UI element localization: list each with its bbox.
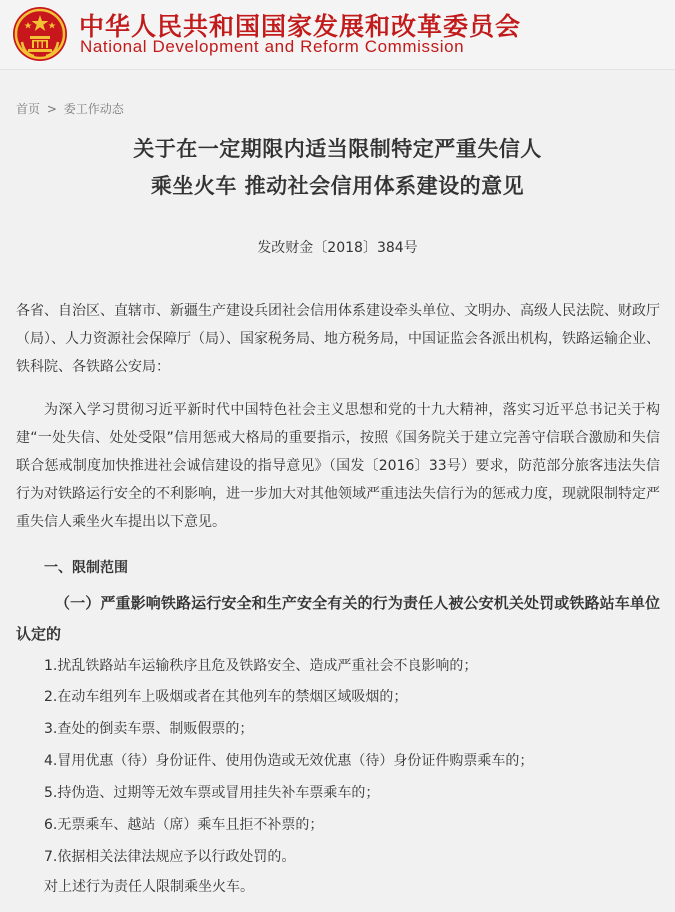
site-title-cn[interactable]: 中华人民共和国国家发展和改革委员会 — [79, 12, 522, 41]
list-item: 4.冒用优惠（待）身份证件、使用伪造或无效优惠（待）身份证件购票乘车的； — [44, 753, 534, 769]
header-divider — [0, 69, 675, 70]
list-item: 2.在动车组列车上吸烟或者在其他列车的禁烟区域吸烟的； — [44, 689, 408, 705]
breadcrumb — [16, 100, 124, 117]
breadcrumb-separator: > — [46, 102, 57, 116]
closing-paragraph: 对上述行为责任人限制乘坐火车。 — [44, 879, 254, 895]
national-emblem-icon[interactable] — [12, 6, 68, 62]
list-item: 1.扰乱铁路站车运输秩序且危及铁路安全、造成严重社会不良影响的； — [44, 658, 478, 674]
document-title-line1: 关于在一定期限内适当限制特定严重失信人 — [133, 136, 542, 161]
list-item: 6.无票乘车、越站（席）乘车且拒不补票的； — [44, 817, 324, 833]
list-item: 3.查处的倒卖车票、制贩假票的； — [44, 721, 254, 737]
intro-paragraph: 为深入学习贯彻习近平新时代中国特色社会主义思想和党的十九大精神，落实习近平总书记关于构建“一处失信、处处受限”信用惩戒大格局的重要指示，按照《国务院关于建立完善守信联合激励和失信联合惩戒制度加快推进社会诚信建设的指导意见》（国发〔2016〕33号）要求，防范部分旅客违法失信行为对铁路运行安全的不利影响，进一步加大对其他领域严重违法失信行为的惩戒力度，现就限制特定严重失信人乘坐火车提出以下意见。 — [16, 402, 660, 530]
breadcrumb-section-link[interactable]: 委工作动态 — [63, 102, 124, 116]
site-title-en[interactable]: National Development and Reform Commission — [80, 37, 465, 56]
sub-heading: （一）严重影响铁路运行安全和生产安全有关的行为责任人被公安机关处罚或铁路站车单位认定的 — [16, 594, 660, 643]
addressee-paragraph: 各省、自治区、直辖市、新疆生产建设兵团社会信用体系建设牵头单位、文明办、高级人民法院、财政厅（局）、人力资源社会保障厅（局）、国家税务局、地方税务局，中国证监会各派出机构，铁路运输企业、铁科院、各铁路公安局： — [16, 303, 660, 375]
document-number: 发改财金〔2018〕384号 — [257, 240, 418, 256]
list-item: 7.依据相关法律法规应予以行政处罚的。 — [44, 849, 296, 865]
section-heading: 一、限制范围 — [44, 560, 128, 576]
site-header — [0, 0, 675, 70]
document-title-line2: 乘坐火车 推动社会信用体系建设的意见 — [150, 173, 525, 198]
breadcrumb-home-link[interactable]: 首页 — [16, 102, 41, 116]
list-item: 5.持伪造、过期等无效车票或冒用挂失补车票乘车的； — [44, 785, 380, 801]
